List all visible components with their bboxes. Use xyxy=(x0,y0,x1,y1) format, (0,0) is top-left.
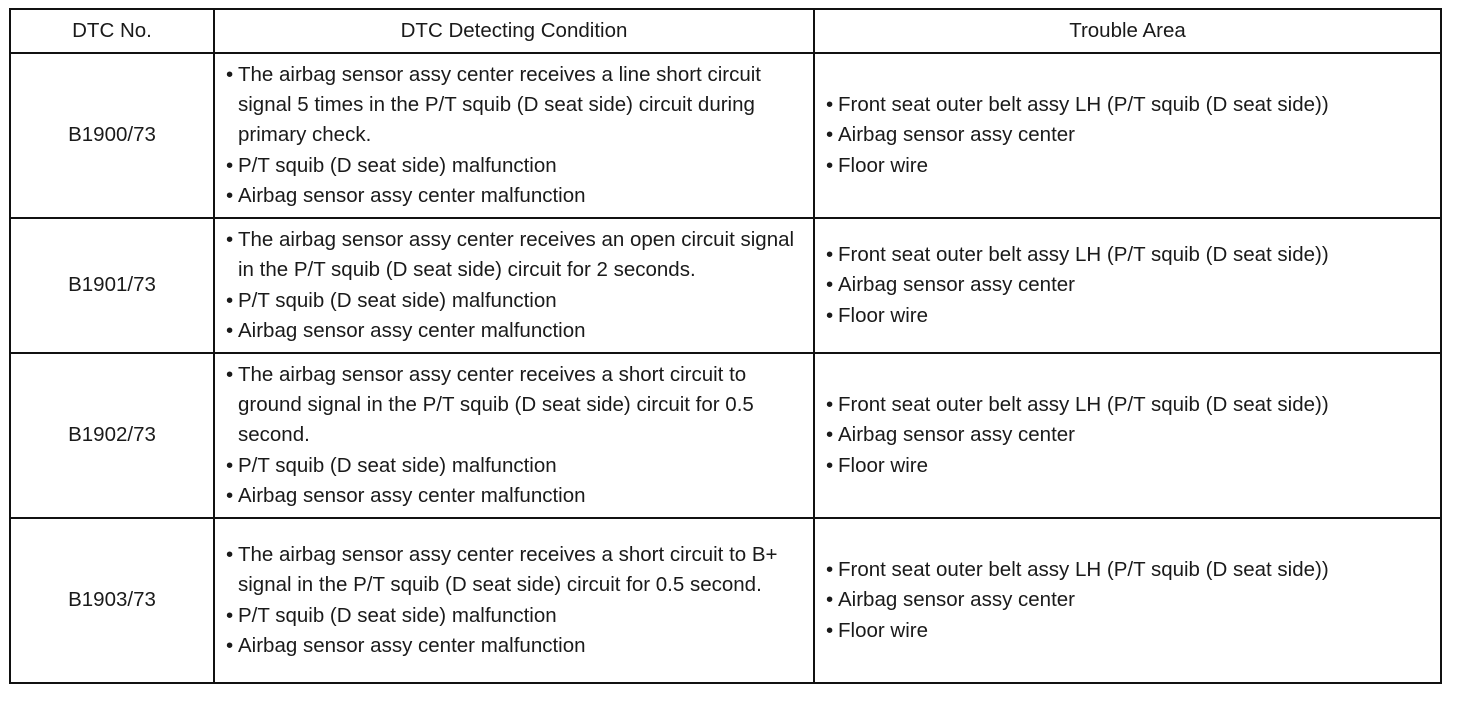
table-row xyxy=(10,53,1441,218)
condition-cell xyxy=(214,218,814,353)
trouble-area-item: • Airbag sensor assy center xyxy=(826,120,1436,150)
condition-list xyxy=(215,360,813,511)
condition-cell xyxy=(214,518,814,683)
condition-cell xyxy=(214,353,814,518)
trouble-area-list xyxy=(815,390,1440,481)
table-row xyxy=(10,218,1441,353)
condition-item: • Airbag sensor assy center malfunction xyxy=(226,631,809,661)
table-header xyxy=(10,9,1441,53)
trouble-area-item: • Airbag sensor assy center xyxy=(826,585,1436,615)
header-trouble-area: Trouble Area xyxy=(814,9,1441,53)
table-row xyxy=(10,353,1441,518)
trouble-area-item: • Airbag sensor assy center xyxy=(826,270,1436,300)
condition-item: • The airbag sensor assy center receives an open circuit signal in the P/T squib (D seat side) circuit for 2 seconds. xyxy=(226,225,809,286)
table-body xyxy=(10,53,1441,683)
condition-item: • The airbag sensor assy center receives a line short circuit signal 5 times in the P/T squib (D seat side) circuit during primary check. xyxy=(226,60,809,151)
dtc-code-cell: B1903/73 xyxy=(10,518,214,683)
condition-item: • P/T squib (D seat side) malfunction xyxy=(226,451,809,481)
trouble-area-item: • Front seat outer belt assy LH (P/T squib (D seat side)) xyxy=(826,240,1436,270)
condition-cell xyxy=(214,53,814,218)
condition-item: • Airbag sensor assy center malfunction xyxy=(226,481,809,511)
trouble-area-item: • Front seat outer belt assy LH (P/T squib (D seat side)) xyxy=(826,390,1436,420)
trouble-area-item: • Front seat outer belt assy LH (P/T squib (D seat side)) xyxy=(826,555,1436,585)
trouble-area-cell xyxy=(814,218,1441,353)
trouble-area-cell xyxy=(814,353,1441,518)
trouble-area-list xyxy=(815,555,1440,646)
condition-item: • The airbag sensor assy center receives a short circuit to ground signal in the P/T squib (D seat side) circuit for 0.5 second. xyxy=(226,360,809,451)
trouble-area-item: • Airbag sensor assy center xyxy=(826,420,1436,450)
trouble-area-list xyxy=(815,240,1440,331)
header-detecting-condition: DTC Detecting Condition xyxy=(214,9,814,53)
condition-item: • P/T squib (D seat side) malfunction xyxy=(226,286,809,316)
trouble-area-item: • Floor wire xyxy=(826,301,1436,331)
trouble-area-list xyxy=(815,90,1440,181)
dtc-code-cell: B1901/73 xyxy=(10,218,214,353)
condition-list xyxy=(215,540,813,661)
condition-item: • The airbag sensor assy center receives a short circuit to B+ signal in the P/T squib (D seat side) circuit for 0.5 second. xyxy=(226,540,809,601)
condition-item: • P/T squib (D seat side) malfunction xyxy=(226,151,809,181)
header-dtc-no: DTC No. xyxy=(10,9,214,53)
trouble-area-cell xyxy=(814,518,1441,683)
condition-item: • Airbag sensor assy center malfunction xyxy=(226,316,809,346)
trouble-area-item: • Floor wire xyxy=(826,616,1436,646)
condition-item: • P/T squib (D seat side) malfunction xyxy=(226,601,809,631)
condition-list xyxy=(215,60,813,211)
trouble-area-item: • Floor wire xyxy=(826,451,1436,481)
dtc-code-cell: B1902/73 xyxy=(10,353,214,518)
table-row xyxy=(10,518,1441,683)
trouble-area-item: • Front seat outer belt assy LH (P/T squib (D seat side)) xyxy=(826,90,1436,120)
dtc-table xyxy=(9,8,1442,684)
condition-list xyxy=(215,225,813,346)
trouble-area-cell xyxy=(814,53,1441,218)
trouble-area-item: • Floor wire xyxy=(826,151,1436,181)
condition-item: • Airbag sensor assy center malfunction xyxy=(226,181,809,211)
dtc-code-cell: B1900/73 xyxy=(10,53,214,218)
header-row xyxy=(10,9,1441,53)
